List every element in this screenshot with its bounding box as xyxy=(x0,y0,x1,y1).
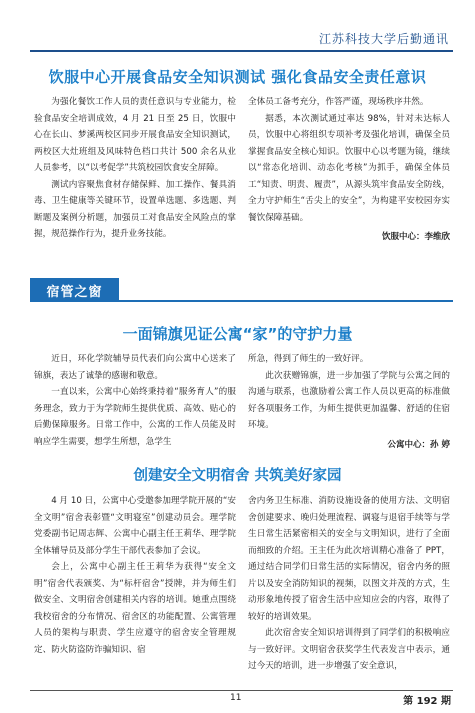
article2-paragraph: 近日，环化学院辅导员代表们向公寓中心送来了锦旗，表达了诚挚的感谢和敬意。 xyxy=(34,354,236,381)
section-divider xyxy=(119,300,453,302)
article1-right-column xyxy=(248,94,450,246)
article1-title: 饮服中心开展食品安全知识测试 强化食品安全责任意识 xyxy=(48,68,427,86)
article2-paragraph: 此次获赠锦旗，进一步加强了学院与公寓之间的沟通与联系，也激励着公寓工作人员以更高的标准做好各项服务工作，为师生提供更加温馨、舒适的住宿环境。 xyxy=(248,370,450,430)
newsletter-title: 江苏科技大学后勤通讯 xyxy=(318,32,449,46)
article2-paragraph: 一直以来，公寓中心始终秉持着“服务育人”的服务理念，致力于为学院师生提供优质、高效、贴心的后勤保障服务。日常工作中，公寓的工作人员能及时响应学生需要，想学生所想，急学生 xyxy=(34,387,236,447)
article1-left-column xyxy=(34,94,236,243)
article1-paragraph: 为强化餐饮工作人员的责任意识与专业能力，检验食品安全培训成效，4 月 21 日至 25 日，饮服中心在长山、梦溪两校区同步开展食品安全知识测试，两校区大灶班组及风味特色档口共计 500 余名从业人员参考，以“以考促学”共筑校园饮食安全屏障。 xyxy=(34,97,236,173)
article2-right-column xyxy=(248,351,450,453)
section-tab-dormitory: 宿管之窗 xyxy=(30,278,119,302)
article3-paragraph: 舍内务卫生标准、消防设施设备的使用方法、文明宿舍创建要求、晚归处理流程、调寝与退宿手续等与学生日常生活紧密相关的安全与文明知识，进行了全面而细致的介绍。王主任为此次培训精心准备了 PPT，通过结合同学们日常生活的实际情况，宿舍内务的照片以及安全消防知识的视频，以图文并茂的方式，生动形象地传授了宿舍生活中应知应会的内容，取得了较好的培训效果。 xyxy=(248,496,450,622)
article3-paragraph: 4 月 10 日，公寓中心受邀参加理学院开展的“安全文明”宿舍表彰暨“文明寝室”创建动员会。理学院党委副书记周志辉、公寓中心副主任王莉华、理学院全体辅导员及部分学生干部代表参加了会议。 xyxy=(34,496,236,556)
article3-left-column xyxy=(34,493,236,658)
article2-paragraph: 所急，得到了师生的一致好评。 xyxy=(248,354,369,364)
article3-right-column xyxy=(248,493,450,675)
article3-title: 创建安全文明宿舍 共筑美好家园 xyxy=(133,468,342,484)
article3-paragraph: 会上，公寓中心副主任王莉华为获得“安全文明”宿舍代表颁奖、为“标杆宿舍”授牌，并为师生们做安全、文明宿舍创建相关内容的培训。她重点围绕我校宿舍的分布情况、宿舍区的功能配置、公寓管理人员的架构与职责、学生应遵守的宿舍安全管理规定、防火防盗防诈骗知识、宿 xyxy=(34,562,236,655)
article2-title: 一面锦旗见证公寓“家”的守护力量 xyxy=(122,325,353,343)
article3-paragraph: 此次宿舍安全知识培训得到了同学们的积极响应与一致好评。文明宿舍获奖学生代表发言中表示，通过今天的培训，进一步增强了安全意识， xyxy=(248,628,450,671)
article2-byline: 公寓中心：孙 婷 xyxy=(387,439,450,450)
article1-paragraph: 全体员工备考充分，作答严谨，现场秩序井然。 xyxy=(248,97,429,107)
footer-divider xyxy=(30,690,453,691)
article2-left-column xyxy=(34,351,236,450)
article1-paragraph: 测试内容聚焦食材存储保鲜、加工操作、餐具消毒、卫生健康等关键环节，设置单选题、多选题、判断题及案例分析题，加强员工对食品安全风险点的掌握，规范操作行为，提升业务技能。 xyxy=(34,179,236,239)
header-divider xyxy=(30,50,453,52)
article1-paragraph: 据悉，本次测试通过率达 98%，针对未达标人员，饮服中心将组织专项补考及强化培训，确保全员掌握食品安全核心知识。饮服中心以考题为镜，继续以“常态化培训、动态化考核”为抓手，确保全体员工“知责、明责、履责”，从源头筑牢食品安全防线，全力守护师生“舌尖上的安全”，为构建平安校园夯实餐饮保障基础。 xyxy=(248,113,450,223)
article1-byline: 饮服中心：李维欣 xyxy=(381,232,450,242)
issue-number: 第 192 期 xyxy=(403,696,451,707)
page-number: 11 xyxy=(230,693,242,703)
